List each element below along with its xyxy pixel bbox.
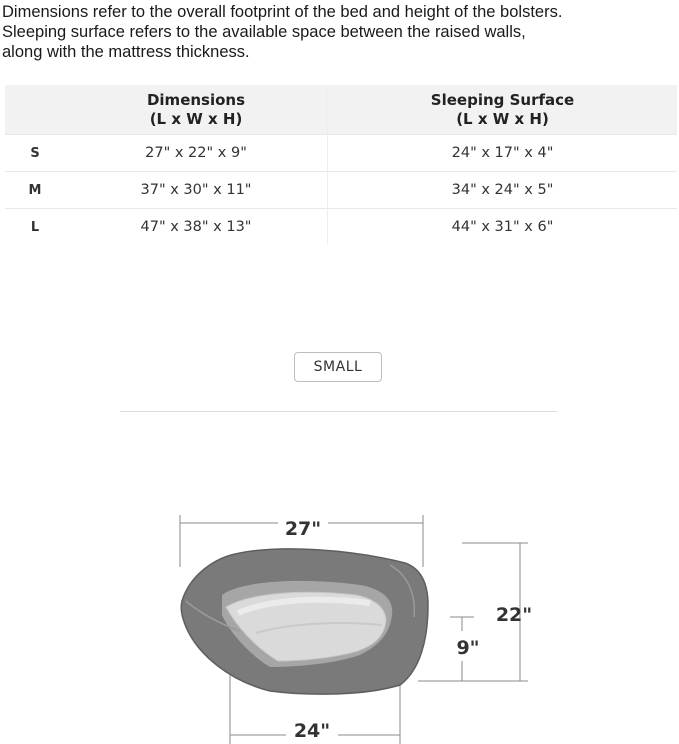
size-table: [5, 85, 677, 245]
intro-text: [2, 2, 678, 62]
table-row: [5, 209, 677, 246]
dimensions-cell: 27" x 22" x 9": [65, 135, 328, 172]
size-small-button[interactable]: SMALL: [294, 352, 382, 382]
dimensions-header: Dimensions (L x W x H): [146, 91, 246, 128]
dimensions-cell: 47" x 38" x 13": [65, 209, 328, 246]
intro-line-1: Dimensions refer to the overall footprint of the bed and height of the bolsters.: [2, 3, 563, 21]
table-row: [5, 135, 677, 172]
sleeping-cell: 44" x 31" x 6": [328, 209, 678, 246]
sleeping-cell: 24" x 17" x 4": [328, 135, 678, 172]
sleeping-surface-header: Sleeping Surface (L x W x H): [328, 85, 678, 135]
size-cell: S: [5, 135, 65, 172]
table-row: [5, 172, 677, 209]
size-cell: M: [5, 172, 65, 209]
divider: [120, 411, 557, 412]
bed-illustration: [181, 549, 428, 694]
sleeping-cell: 34" x 24" x 5": [328, 172, 678, 209]
dimensions-cell: 37" x 30" x 11": [65, 172, 328, 209]
height-label: 9": [456, 637, 480, 659]
width-label: 22": [495, 604, 533, 626]
sleep-length-label: 24": [293, 720, 331, 742]
intro-line-3: along with the mattress thickness.: [2, 43, 250, 61]
size-header: [5, 85, 65, 135]
size-cell: L: [5, 209, 65, 246]
length-label: 27": [284, 518, 322, 540]
table-header-row: [5, 85, 677, 135]
intro-line-2: Sleeping surface refers to the available space between the raised walls,: [2, 23, 526, 41]
bed-diagram: [160, 505, 540, 744]
